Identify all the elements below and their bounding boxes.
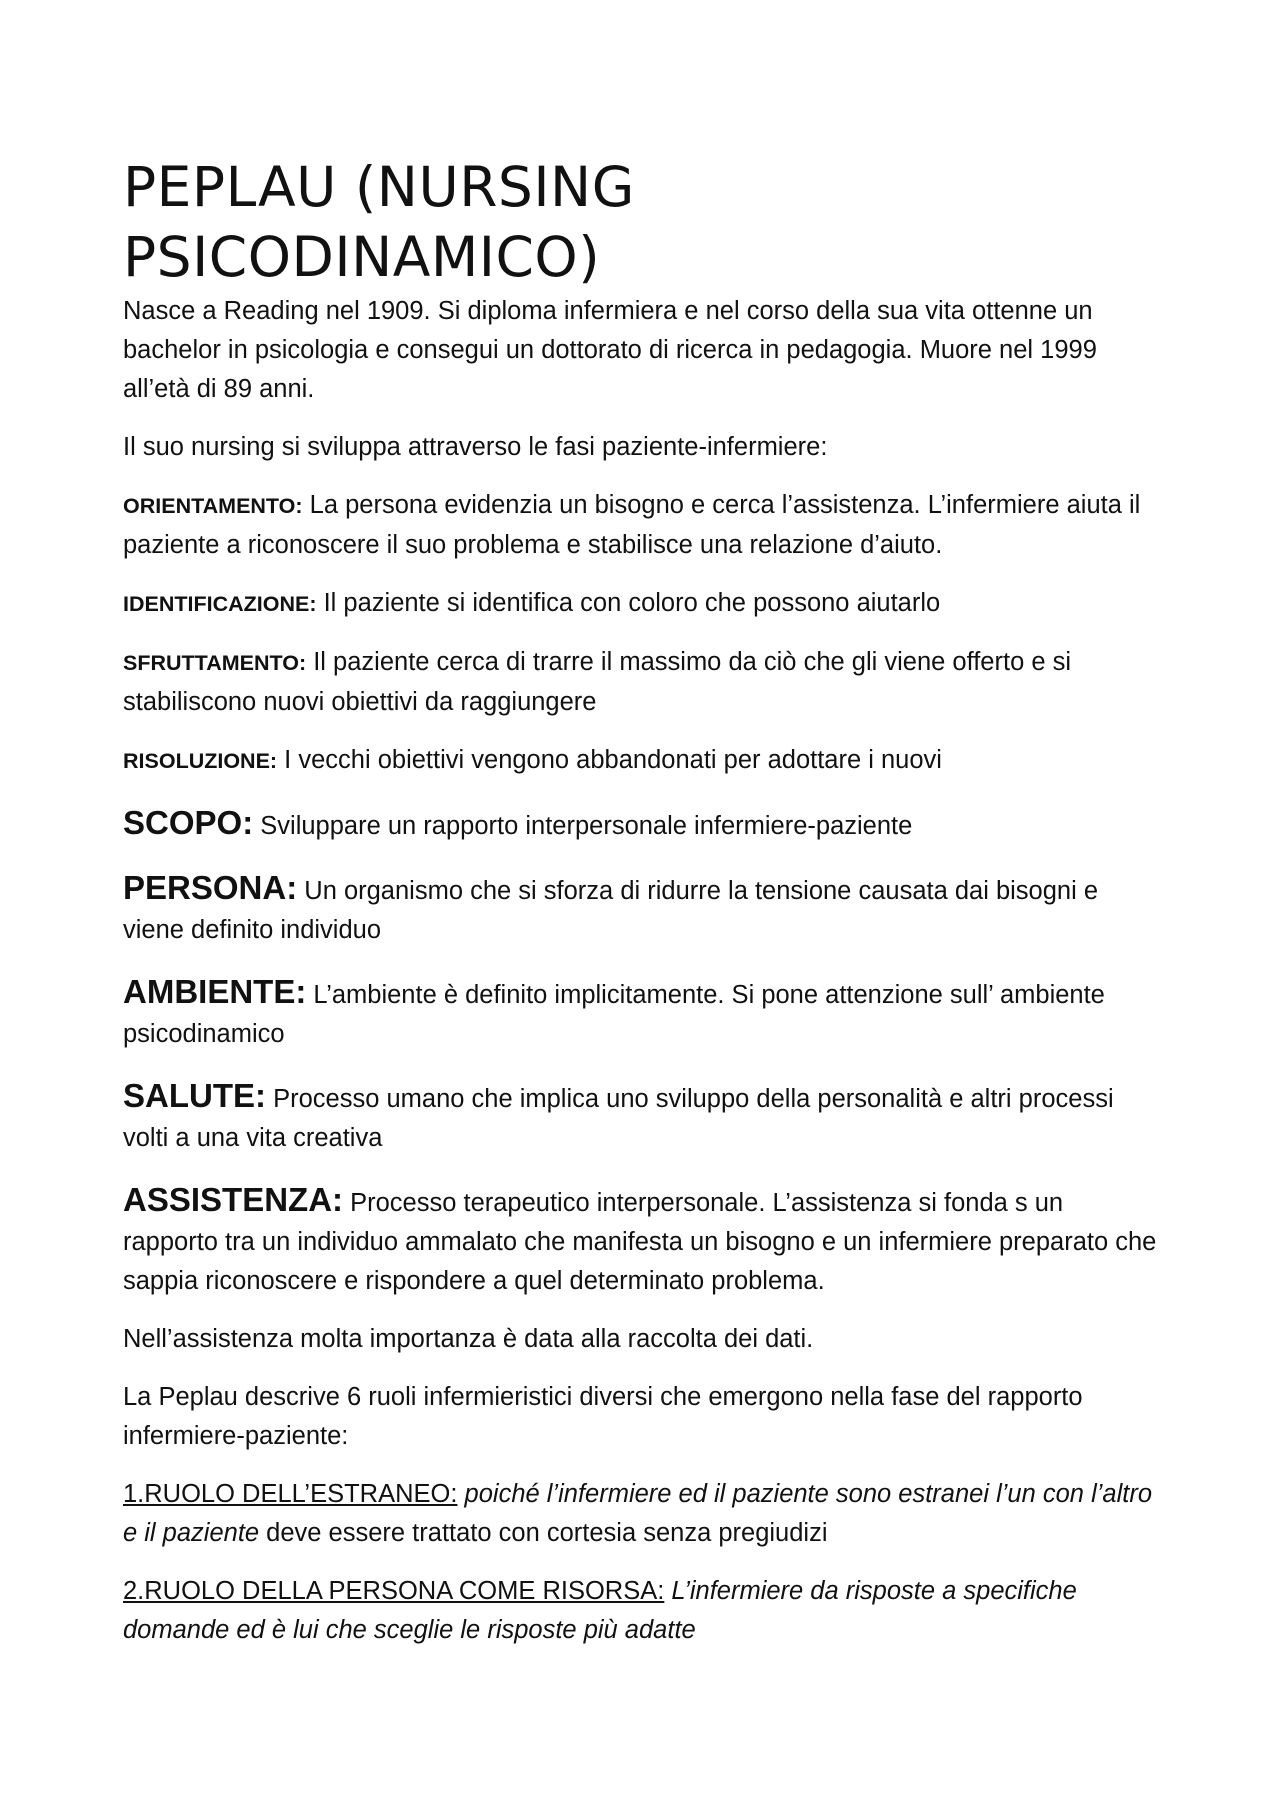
phase-risoluzione bbox=[123, 741, 1163, 781]
concept-text: Sviluppare un rapporto interpersonale infermiere-paziente bbox=[253, 812, 913, 840]
concept-persona bbox=[123, 868, 1163, 950]
role-italic-text: L’infermiere da risposte a specifiche domande ed è lui che sceglie le risposte più adatte bbox=[123, 1577, 1077, 1644]
phase-sfruttamento bbox=[123, 643, 1163, 722]
phases-intro-paragraph: Il suo nursing si sviluppa attraverso le fasi paziente-infermiere: bbox=[123, 433, 828, 461]
role-text: deve essere trattato con cortesia senza pregiudizi bbox=[259, 1519, 828, 1547]
concept-text: Processo terapeutico interpersonale. L’assistenza si fonda s un rapporto tra un individuo ammalato che manifesta un bisogno e un infermiere preparato che sappia riconoscere e rispondere a quel determinato problema. bbox=[123, 1189, 1157, 1295]
concept-text: L’ambiente è definito implicitamente. Si pone attenzione sull’ ambiente psicodinamico bbox=[123, 981, 1105, 1048]
phase-label: SFRUTTAMENTO: bbox=[123, 651, 307, 675]
concept-assistenza bbox=[123, 1180, 1163, 1301]
roles-intro-paragraph: La Peplau descrive 6 ruoli infermieristici diversi che emergono nella fase del rapporto infermiere-paziente: bbox=[123, 1383, 1083, 1450]
concept-ambiente bbox=[123, 972, 1163, 1054]
phase-label: ORIENTAMENTO: bbox=[123, 494, 303, 518]
data-note-paragraph: Nell’assistenza molta importanza è data alla raccolta dei dati. bbox=[123, 1325, 814, 1353]
phase-label: RISOLUZIONE: bbox=[123, 749, 278, 773]
page-title-line-2: PSICODINAMICO) bbox=[123, 225, 601, 289]
phase-text: Il paziente si identifica con coloro che possono aiutarlo bbox=[316, 589, 941, 617]
role-persona-risorsa bbox=[123, 1572, 1163, 1650]
phase-identificazione bbox=[123, 584, 1163, 624]
concept-text: Processo umano che implica uno sviluppo della personalità e altri processi volti a una vita creativa bbox=[123, 1085, 1114, 1152]
concept-label: SALUTE: bbox=[123, 1077, 266, 1114]
role-estraneo bbox=[123, 1475, 1163, 1553]
concept-label: PERSONA: bbox=[123, 869, 298, 906]
phase-label: IDENTIFICAZIONE: bbox=[123, 592, 317, 616]
concept-scopo bbox=[123, 803, 1163, 846]
role-label: 2.RUOLO DELLA PERSONA COME RISORSA: bbox=[123, 1577, 665, 1605]
role-label: 1.RUOLO DELL’ESTRANEO: bbox=[123, 1480, 458, 1508]
concept-salute bbox=[123, 1076, 1163, 1158]
concept-label: SCOPO: bbox=[123, 804, 254, 841]
page-title bbox=[123, 152, 1163, 292]
phase-text: Il paziente cerca di trarre il massimo da ciò che gli viene offerto e si stabiliscono nuovi obiettivi da raggiungere bbox=[123, 648, 1072, 716]
concept-label: AMBIENTE: bbox=[123, 973, 307, 1010]
page-title-line-1: PEPLAU (NURSING bbox=[123, 155, 635, 219]
role-italic-text: poiché l’infermiere ed il paziente sono estranei l’un con l’altro e il paziente bbox=[123, 1480, 1153, 1547]
phase-text: I vecchi obiettivi vengono abbandonati per adottare i nuovi bbox=[277, 746, 942, 774]
concept-text: Un organismo che si sforza di ridurre la tensione causata dai bisogni e viene definito individuo bbox=[123, 877, 1099, 944]
phase-orientamento bbox=[123, 486, 1163, 565]
phase-text: La persona evidenzia un bisogno e cerca l’assistenza. L’infermiere aiuta il paziente a riconoscere il suo problema e stabilisce una relazione d’aiuto. bbox=[123, 491, 1141, 559]
intro-paragraph: Nasce a Reading nel 1909. Si diploma infermiera e nel corso della sua vita ottenne un bachelor in psicologia e consegui un dottorato di ricerca in pedagogia. Muore nel 1999 all’età di 89 anni. bbox=[123, 297, 1097, 403]
document-content bbox=[123, 152, 1163, 1650]
concept-label: ASSISTENZA: bbox=[123, 1181, 344, 1218]
